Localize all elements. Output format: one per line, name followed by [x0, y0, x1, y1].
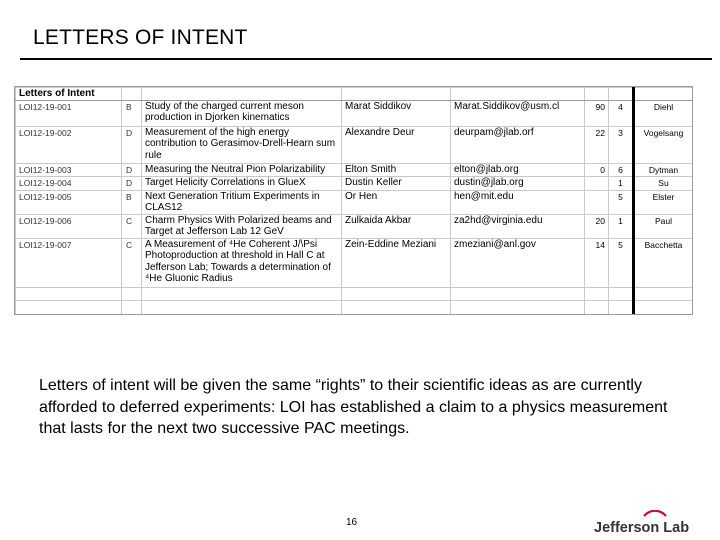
loi-email: hen@mit.edu: [451, 190, 585, 214]
loi-email: Marat.Siddikov@usm.cl: [451, 100, 585, 126]
table-row: [16, 238, 693, 287]
table-row-empty: [16, 300, 693, 314]
loi-id: LOI12-19-003: [16, 163, 122, 177]
table-row: [16, 190, 693, 214]
loi-supporter: Elster: [634, 190, 693, 214]
loi-id: LOI12-19-007: [16, 238, 122, 287]
loi-spokesperson: Dustin Keller: [342, 177, 451, 191]
slide-title: LETTERS OF INTENT: [33, 26, 248, 49]
loi-count: 5: [609, 238, 634, 287]
loi-value: [585, 177, 609, 191]
loi-count: 1: [609, 177, 634, 191]
loi-id: LOI12-19-005: [16, 190, 122, 214]
loi-count: 1: [609, 214, 634, 238]
loi-title: Study of the charged current meson production in Djorken kinematics: [142, 100, 342, 126]
loi-value: 22: [585, 126, 609, 163]
loi-title: Next Generation Tritium Experiments in CLAS12: [142, 190, 342, 214]
loi-spokesperson: Zulkaida Akbar: [342, 214, 451, 238]
table-row: [16, 214, 693, 238]
loi-id: LOI12-19-002: [16, 126, 122, 163]
loi-id: LOI12-19-006: [16, 214, 122, 238]
loi-type: C: [122, 238, 142, 287]
loi-value: 90: [585, 100, 609, 126]
loi-type: D: [122, 163, 142, 177]
loi-type: B: [122, 100, 142, 126]
table-row: [16, 177, 693, 191]
loi-spokesperson: Or Hen: [342, 190, 451, 214]
loi-count: 3: [609, 126, 634, 163]
loi-supporter: Diehl: [634, 100, 693, 126]
loi-spokesperson: Alexandre Deur: [342, 126, 451, 163]
loi-supporter: Bacchetta: [634, 238, 693, 287]
loi-email: za2hd@virginia.edu: [451, 214, 585, 238]
loi-spokesperson: Elton Smith: [342, 163, 451, 177]
logo-text: Jefferson Lab: [594, 520, 690, 536]
loi-value: 14: [585, 238, 609, 287]
loi-count: 4: [609, 100, 634, 126]
page-number: 16: [346, 517, 358, 528]
table-header-row: [16, 88, 693, 101]
loi-id: LOI12-19-004: [16, 177, 122, 191]
table-row: [16, 126, 693, 163]
table-row: [16, 100, 693, 126]
loi-type: B: [122, 190, 142, 214]
loi-title: Target Helicity Correlations in GlueX: [142, 177, 342, 191]
table-row: [16, 163, 693, 177]
loi-type: C: [122, 214, 142, 238]
loi-supporter: Paul: [634, 214, 693, 238]
loi-email: deurpam@jlab.orf: [451, 126, 585, 163]
loi-supporter: Vogelsang: [634, 126, 693, 163]
loi-type: D: [122, 177, 142, 191]
loi-title: A Measurement of ⁴He Coherent J/\Psi Photoproduction at threshold in Hall C at Jefferson Lab; Towards a determination of ⁴He Gluonic Radius: [142, 238, 342, 287]
loi-value: 20: [585, 214, 609, 238]
title-divider: [20, 58, 712, 60]
loi-supporter: Su: [634, 177, 693, 191]
jefferson-lab-logo: [594, 510, 696, 536]
loi-value: 0: [585, 163, 609, 177]
table-row-empty: [16, 287, 693, 300]
loi-table: [14, 86, 693, 315]
table-header: Letters of Intent: [16, 88, 122, 101]
body-text: Letters of intent will be given the same “rights” to their scientific ideas as are currently afforded to deferred experiments: LOI has established a claim to a physics measurement that lasts for the next two successive PAC meetings.: [39, 377, 668, 437]
loi-title: Measuring the Neutral Pion Polarizability: [142, 163, 342, 177]
loi-email: elton@jlab.org: [451, 163, 585, 177]
loi-id: LOI12-19-001: [16, 100, 122, 126]
loi-count: 6: [609, 163, 634, 177]
loi-email: zmeziani@anl.gov: [451, 238, 585, 287]
loi-title: Charm Physics With Polarized beams and Target at Jefferson Lab 12 GeV: [142, 214, 342, 238]
loi-value: [585, 190, 609, 214]
loi-title: Measurement of the high energy contribution to Gerasimov-Drell-Hearn sum rule: [142, 126, 342, 163]
loi-spokesperson: Marat Siddikov: [342, 100, 451, 126]
loi-supporter: Dytman: [634, 163, 693, 177]
loi-email: dustin@jlab.org: [451, 177, 585, 191]
loi-count: 5: [609, 190, 634, 214]
loi-spokesperson: Zein-Eddine Meziani: [342, 238, 451, 287]
loi-type: D: [122, 126, 142, 163]
